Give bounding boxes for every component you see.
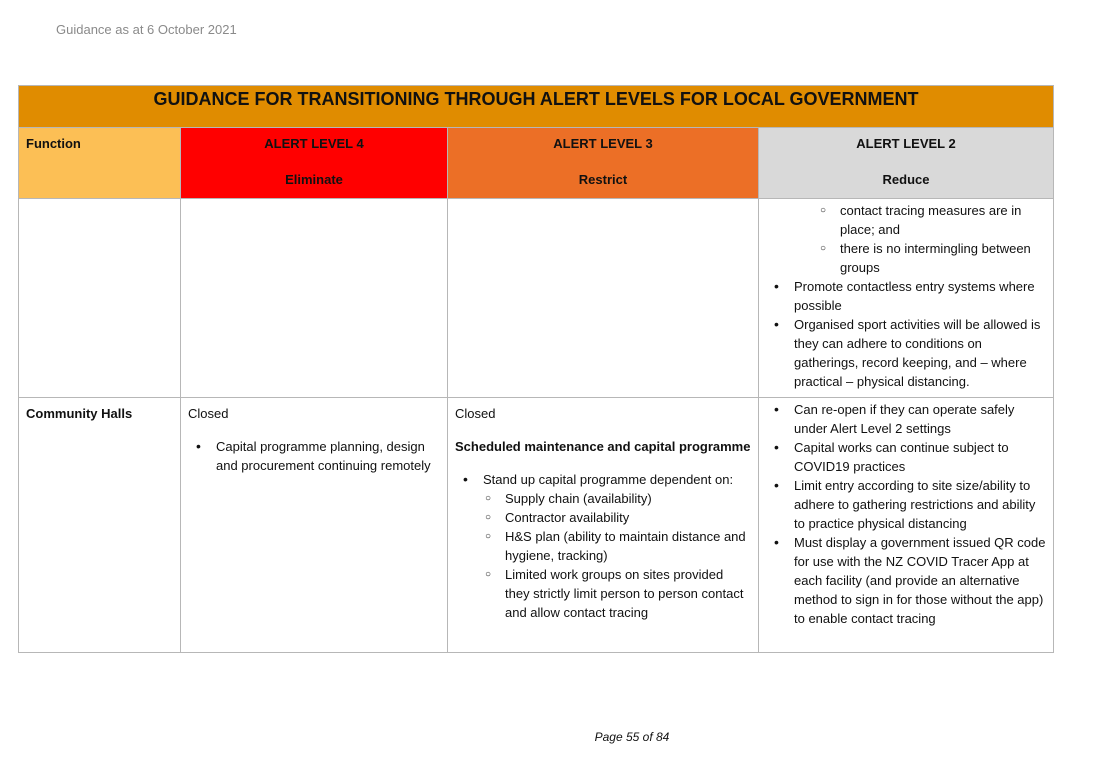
list-item: ○ contact tracing measures are in place; and [804, 201, 1046, 239]
row1-level2-cell [759, 199, 1054, 398]
list-item: ○ H&S plan (ability to maintain distance and hygiene, tracking) [469, 527, 751, 565]
table-title: GUIDANCE FOR TRANSITIONING THROUGH ALERT LEVELS FOR LOCAL GOVERNMENT [19, 86, 1054, 128]
document-header-note: Guidance as at 6 October 2021 [56, 22, 237, 37]
row2-level2-cell [759, 398, 1054, 653]
list-item: • Capital works can continue subject to COVID19 practices [766, 438, 1046, 476]
list-item: ○ Limited work groups on sites provided they strictly limit person to person contact and allow contact tracing [469, 565, 751, 622]
header-level4-name: ALERT LEVEL 4 [264, 136, 364, 151]
level4-intro: Closed [188, 406, 229, 421]
level3-intro: Closed [455, 406, 496, 421]
header-alert-level-2 [759, 128, 1054, 199]
list-item: • Must display a government issued QR code for use with the NZ COVID Tracer App at each facility (and provide an alternative method to sign in for those without the app) to enable contact tracing [766, 533, 1046, 628]
row1-level3-cell [448, 199, 759, 398]
function-label: Community Halls [26, 406, 133, 421]
row2-function-cell [19, 398, 181, 653]
header-level2-sub: Reduce [882, 172, 930, 187]
table-row [19, 398, 1054, 653]
list-item: • Can re-open if they can operate safely under Alert Level 2 settings [766, 400, 1046, 438]
list-item: • Stand up capital programme dependent on: [455, 470, 751, 489]
header-level3-sub: Restrict [578, 172, 628, 187]
list-item: • Capital programme planning, design and procurement continuing remotely [188, 437, 440, 475]
list-item: ○ there is no intermingling between groups [804, 239, 1046, 277]
row2-level4-cell [181, 398, 448, 653]
alert-level-guidance-table [18, 85, 1054, 653]
page-number: Page 55 of 84 [594, 730, 670, 744]
table-row [19, 199, 1054, 398]
level3-heading: Scheduled maintenance and capital programme [455, 439, 751, 454]
row2-level3-cell [448, 398, 759, 653]
list-item: ○ Supply chain (availability) [469, 489, 751, 508]
header-alert-level-4 [181, 128, 448, 199]
header-function-label: Function [26, 136, 81, 151]
list-item: • Promote contactless entry systems where possible [766, 277, 1046, 315]
header-level3-name: ALERT LEVEL 3 [553, 136, 653, 151]
header-function [19, 128, 181, 199]
header-level4-sub: Eliminate [285, 172, 343, 187]
row1-level4-cell [181, 199, 448, 398]
header-level2-name: ALERT LEVEL 2 [856, 136, 956, 151]
row1-function-cell [19, 199, 181, 398]
list-item: • Organised sport activities will be allowed is they can adhere to conditions on gatherings, record keeping, and – where practical – physical distancing. [766, 315, 1046, 391]
list-item: ○ Contractor availability [469, 508, 751, 527]
list-item: • Limit entry according to site size/ability to adhere to gathering restrictions and ability to practice physical distancing [766, 476, 1046, 533]
header-alert-level-3 [448, 128, 759, 199]
